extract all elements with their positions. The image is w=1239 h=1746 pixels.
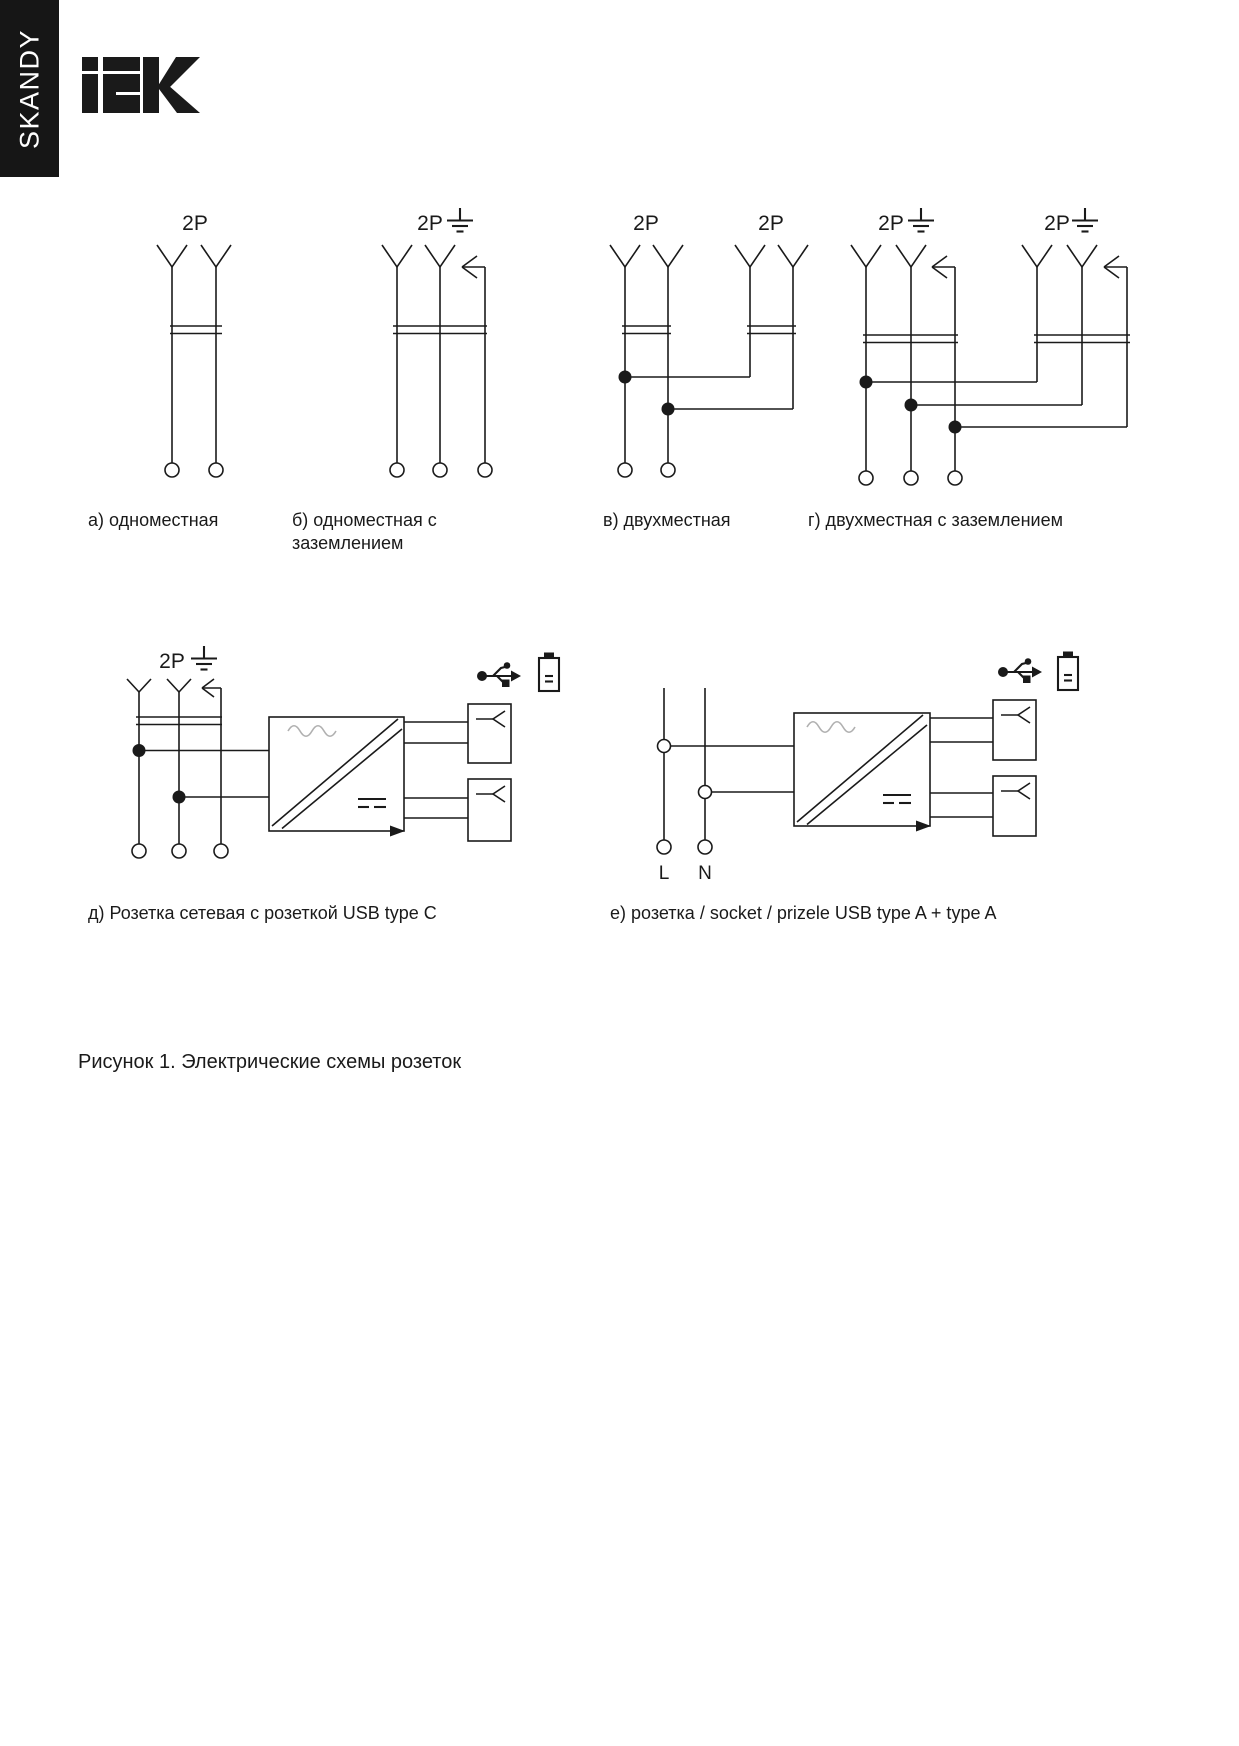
terminal-circle xyxy=(172,844,186,858)
socket-module xyxy=(851,245,958,471)
terminal-circle xyxy=(390,463,404,477)
terminal-circle xyxy=(165,463,179,477)
terminal-circle xyxy=(618,463,632,477)
figure-caption: Рисунок 1. Электрические схемы розеток xyxy=(78,1051,462,1073)
pole-label: 2P xyxy=(1044,212,1070,235)
diagram-g-schematic xyxy=(845,180,1145,500)
terminal-circle xyxy=(209,463,223,477)
terminal-circle xyxy=(859,471,873,485)
connector-line xyxy=(860,376,1128,434)
usb-icon xyxy=(998,658,1042,683)
ac-wave-icon xyxy=(807,722,855,733)
battery-icon xyxy=(539,653,559,692)
socket-contact-icon xyxy=(382,245,412,463)
caption-g: г) двухместная с заземлением xyxy=(808,510,1063,530)
socket-contact-icon xyxy=(167,679,191,844)
pole-label: 2P xyxy=(878,212,904,235)
terminal-circle xyxy=(657,840,671,854)
junction-dot xyxy=(619,371,632,384)
terminal-circle xyxy=(661,463,675,477)
ac-dc-converter xyxy=(269,717,405,837)
caption-e: е) розетка / socket / prizele USB type A + type A xyxy=(610,903,997,923)
pole-label: 2P xyxy=(159,650,185,673)
terminal-l-label: L xyxy=(658,863,670,884)
ground-contact-icon xyxy=(1104,256,1127,427)
caption-v: в) двухместная xyxy=(603,510,731,530)
iek-logo-glyphs xyxy=(82,57,200,113)
caption-d: д) Розетка сетевая с розеткой USB type C xyxy=(88,903,437,923)
usb-port-box xyxy=(468,704,511,763)
ac-dc-converter xyxy=(794,713,931,832)
socket-module xyxy=(1022,245,1130,427)
junction-dot xyxy=(662,403,675,416)
terminal-circle xyxy=(948,471,962,485)
banner-label: SKANDY xyxy=(14,28,44,149)
connector-line xyxy=(619,371,794,416)
socket-module xyxy=(610,245,683,463)
earth-icon xyxy=(447,208,473,232)
terminal-circle xyxy=(214,844,228,858)
pole-label: 2P xyxy=(182,212,208,235)
socket-contact-icon xyxy=(127,679,151,844)
pole-label: 2P xyxy=(758,212,784,235)
terminal-circle xyxy=(478,463,492,477)
terminal-circle xyxy=(433,463,447,477)
junction-dot xyxy=(905,399,918,412)
usb-port-box xyxy=(993,700,1036,760)
usb-port-box xyxy=(468,779,511,841)
diagram-d-schematic xyxy=(115,635,575,870)
terminal-circle xyxy=(132,844,146,858)
dc-symbol-icon xyxy=(883,795,911,803)
converter-arrow-icon xyxy=(916,821,931,832)
earth-icon xyxy=(1072,208,1098,232)
terminal-circle xyxy=(698,840,712,854)
battery-icon xyxy=(1058,652,1078,691)
pole-label: 2P xyxy=(417,212,443,235)
socket-contact-icon xyxy=(425,245,455,463)
usb-port-box xyxy=(993,776,1036,836)
diagram-v-schematic xyxy=(605,180,815,490)
junction-dot xyxy=(133,744,146,757)
socket-module xyxy=(735,245,808,409)
socket-contact-icon xyxy=(157,245,187,463)
converter-arrow-icon xyxy=(390,826,405,837)
dc-symbol-icon xyxy=(358,799,386,807)
tap-circle xyxy=(699,786,712,799)
terminal-circle xyxy=(904,471,918,485)
junction-dot xyxy=(860,376,873,389)
diagram-a-schematic xyxy=(130,180,250,490)
tap-circle xyxy=(658,740,671,753)
ground-contact-icon xyxy=(932,256,955,471)
caption-a: а) одноместная xyxy=(88,510,219,530)
ground-contact-icon xyxy=(462,256,485,463)
side-banner xyxy=(0,0,59,177)
earth-icon xyxy=(908,208,934,232)
terminal-n-label: N xyxy=(698,863,712,884)
junction-dot xyxy=(173,791,186,804)
usb-icon xyxy=(477,662,521,687)
pole-label: 2P xyxy=(633,212,659,235)
diagram-b-schematic xyxy=(375,180,510,490)
diagram-e-schematic xyxy=(630,635,1100,885)
socket-contact-icon xyxy=(201,245,231,463)
junction-dot xyxy=(949,421,962,434)
ac-wave-icon xyxy=(288,726,336,737)
iek-logo xyxy=(82,57,200,113)
ground-contact-icon xyxy=(202,679,221,844)
socket-body-bar xyxy=(170,326,222,334)
connector-line xyxy=(133,744,270,804)
earth-icon xyxy=(191,646,217,670)
caption-b: б) одноместная с заземлением xyxy=(292,510,437,553)
